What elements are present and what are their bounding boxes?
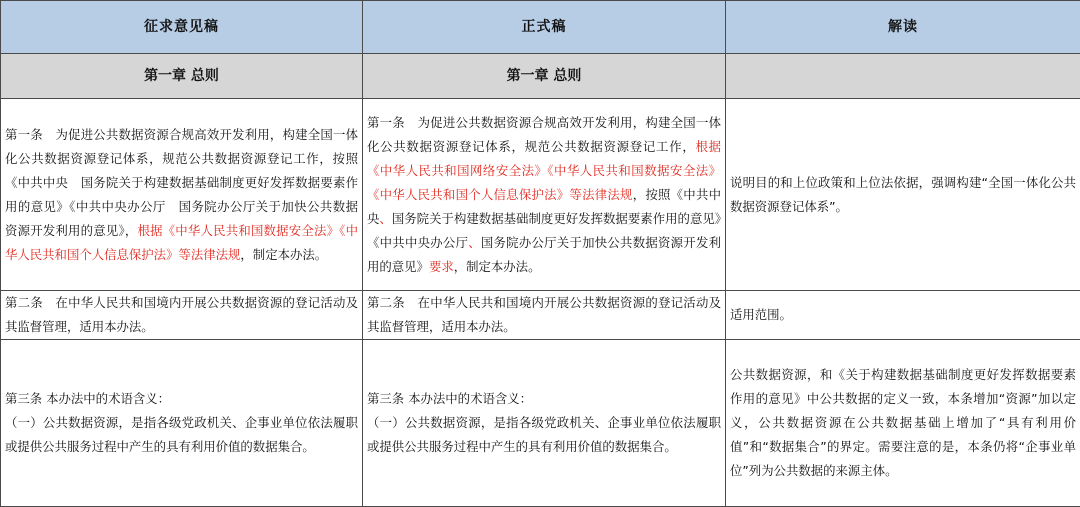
article3-draft [1,340,363,507]
table-row [1,99,1080,291]
header-final: 正式稿 [363,1,726,54]
segment: 第一条 为促进公共数据资源合规高效开发利用，构建全国一体化公共数据资源登记体系，规范公共数据资源登记工作， [367,114,721,154]
article1-draft [1,99,363,291]
header-row [1,1,1080,54]
table-row [1,291,1080,340]
segment-highlight: 根据《中华人民共和国数据安全法》《中华人民共和国个人信息保护法》等法律法规 [5,222,358,262]
term-heading: 第三条 本办法中的术语含义： [5,391,171,406]
term-definition: （一）公共数据资源，是指各级党政机关、企事业单位依法履职或提供公共服务过程中产生的具有利用价值的数据集合。 [5,415,358,454]
chapter-draft: 第一章 总则 [1,54,363,99]
segment: 第一条 为促进公共数据资源合规高效开发利用，构建全国一体化公共数据资源登记体系，规范公共数据资源登记工作，按照《中共中央 国务院关于构建数据基础制度更好发挥数据要素作用的意见》《中共中央办公厅 国务院办公厅关于加快公共数据资源开发利用的意见》， [5,126,358,238]
article1-final [363,99,726,291]
article3-interpretation: 公共数据资源，和《关于构建数据基础制度更好发挥数据要素作用的意见》中公共数据的定义一致，本条增加“资源”加以定义，公共数据资源在公共数据基础上增加了“具有利用价值”和“数据集合”的界定。需要注意的是，本条仍将“企事业单位”列为公共数据的来源主体。 [726,340,1080,507]
term-definition: （一）公共数据资源，是指各级党政机关、企事业单位依法履职或提供公共服务过程中产生的具有利用价值的数据集合。 [367,415,721,454]
segment: 国务院关于构建数据基础制度更好发挥数据要素作用的意见》《中共中央办公厅 [367,210,721,250]
segment: ，制定本办法。 [453,258,541,274]
term-heading: 第三条 本办法中的术语含义： [367,391,533,406]
segment-highlight: 要求 [428,258,454,274]
chapter-row [1,54,1080,99]
segment-highlight: 、 [379,210,392,226]
article2-draft: 第二条 在中华人民共和国境内开展公共数据资源的登记活动及其监督管理，适用本办法。 [1,291,363,340]
article3-final [363,340,726,507]
article1-interpretation: 说明目的和上位政策和上位法依据，强调构建“全国一体化公共数据资源登记体系”。 [726,99,1080,291]
segment: ，制定本办法。 [240,246,328,262]
segment-highlight: 根据《中华人民共和国网络安全法》《中华人民共和国数据安全法》《中华人民共和国个人信息保护法》等法律法规 [367,138,722,202]
header-draft: 征求意见稿 [1,1,363,54]
segment: ，按照《中共中央 [367,186,722,226]
article2-interpretation: 适用范围。 [726,291,1080,340]
header-interpretation: 解读 [726,1,1080,54]
chapter-interpretation [726,54,1080,99]
chapter-final: 第一章 总则 [363,54,726,99]
segment: 国务院办公厅关于加快公共数据资源开发利用的意见》 [367,234,722,274]
table-row [1,340,1080,507]
segment-highlight: 、 [468,234,481,250]
article2-final: 第二条 在中华人民共和国境内开展公共数据资源的登记活动及其监督管理，适用本办法。 [363,291,726,340]
